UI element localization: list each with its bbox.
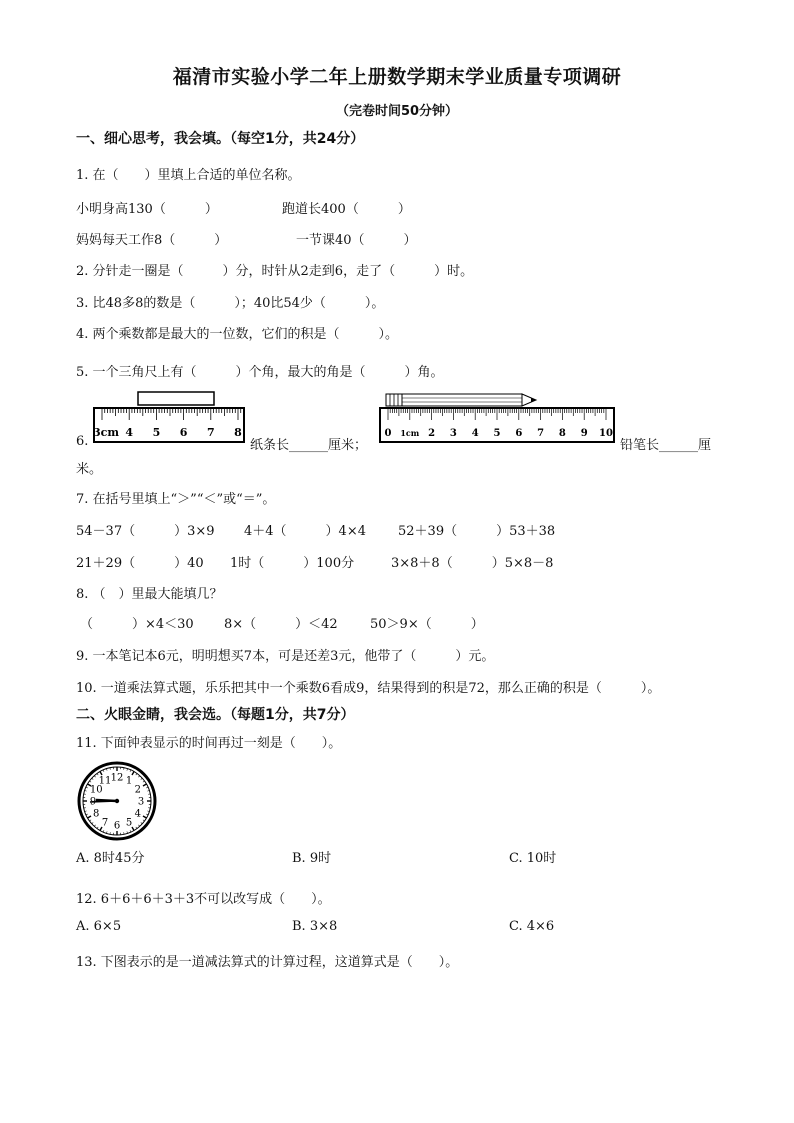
ruler-2-label: 0 <box>384 428 392 439</box>
question-11-option-c: C. 10时 <box>509 851 557 866</box>
question-6-tail: 米。 <box>76 462 103 477</box>
question-7-r2-a: 21＋29（ ）40 <box>76 556 204 571</box>
section-1-heading: 一、细心思考，我会填。（每空1分，共24分） <box>76 131 365 147</box>
clock-minute-hand <box>90 801 117 802</box>
paper-strip <box>138 392 214 405</box>
ruler-2-label: 7 <box>537 428 545 439</box>
clock-number: 8 <box>93 808 100 820</box>
clock-number: 7 <box>101 817 109 829</box>
ruler-2-label: 6 <box>515 428 523 439</box>
page-subtitle: （完卷时间50分钟） <box>335 104 459 119</box>
clock-number: 12 <box>110 772 124 784</box>
question-1: 1. 在（ ）里填上合适的单位名称。 <box>76 168 301 183</box>
question-7-r1-b: 4＋4（ ）4×4 <box>244 524 366 539</box>
ruler-2-label: 9 <box>580 428 588 439</box>
question-6-paper-blank: 纸条长______厘米； <box>250 438 368 453</box>
pencil-ruler-figure <box>378 386 618 446</box>
question-2: 2. 分针走一圈是（ ）分，时针从2走到6，走了（ ）时。 <box>76 264 474 279</box>
pencil <box>386 394 536 406</box>
clock-figure <box>76 760 158 842</box>
clock-number: 6 <box>113 820 121 832</box>
question-12: 12. 6＋6＋6＋3＋3不可以改写成（ ）。 <box>76 892 331 907</box>
section-2-heading: 二、火眼金睛，我会选。（每题1分，共7分） <box>76 707 355 723</box>
ruler-2-label: 2 <box>428 428 436 439</box>
clock-number: 5 <box>125 817 133 829</box>
question-4: 4. 两个乘数都是最大的一位数，它们的积是（ ）。 <box>76 327 399 342</box>
clock-number: 1 <box>125 775 133 787</box>
ruler-2-label: 3 <box>449 428 457 439</box>
ruler-1-label: 8 <box>234 426 242 439</box>
clock-number: 4 <box>134 808 141 820</box>
question-10: 10. 一道乘法算式题，乐乐把其中一个乘数6看成9，结果得到的积是72，那么正确的积是（ ）。 <box>76 681 661 696</box>
question-5: 5. 一个三角尺上有（ ）个角，最大的角是（ ）角。 <box>76 365 444 380</box>
ruler-2-label: 4 <box>471 428 479 439</box>
ruler-1-label: 6 <box>179 426 188 439</box>
question-11-option-b: B. 9时 <box>292 851 332 866</box>
clock-number: 10 <box>89 784 103 796</box>
question-7-r2-c: 3×8＋8（ ）5×8－8 <box>391 556 554 571</box>
clock-number: 2 <box>134 784 141 796</box>
question-11-option-a: A. 8时45分 <box>76 851 145 866</box>
ruler-1-label: 3cm <box>93 426 119 439</box>
question-7-r1-c: 52＋39（ ）53＋38 <box>398 524 556 539</box>
question-8-b: 8×（ ）＜42 <box>224 617 338 632</box>
question-7: 7. 在括号里填上“＞”“＜”或“＝”。 <box>76 492 276 507</box>
ruler-1-label: 7 <box>206 426 215 439</box>
ruler-2-label: 5 <box>493 428 501 439</box>
question-8: 8. （ ）里最大能填几？ <box>76 587 223 602</box>
clock-center <box>115 799 119 803</box>
clock-number: 11 <box>98 775 112 787</box>
question-3: 3. 比48多8的数是（ ）；40比54少（ ）。 <box>76 296 385 311</box>
paper-strip-ruler-figure <box>92 390 248 446</box>
question-1-item-d: 一节课40（ ） <box>296 233 417 248</box>
question-9: 9. 一本笔记本6元，明明想买7本，可是还差3元，他带了（ ）元。 <box>76 649 495 664</box>
question-11: 11. 下面钟表显示的时间再过一刻是（ ）。 <box>76 736 342 751</box>
question-12-option-b: B. 3×8 <box>292 919 338 934</box>
question-7-r1-a: 54－37（ ）3×9 <box>76 524 215 539</box>
page-title: 福清市实验小学二年上册数学期末学业质量专项调研 <box>172 66 622 88</box>
question-8-c: 50＞9×（ ） <box>370 617 484 632</box>
question-7-r2-b: 1时（ ）100分 <box>230 556 355 571</box>
question-6-pencil-blank: 铅笔长______厘 <box>620 438 712 453</box>
question-12-option-a: A. 6×5 <box>76 919 122 934</box>
question-13: 13. 下图表示的是一道减法算式的计算过程，这道算式是（ ）。 <box>76 955 459 970</box>
question-12-option-c: C. 4×6 <box>509 919 555 934</box>
ruler-2-label: 8 <box>558 428 566 439</box>
question-8-a: （ ）×4＜30 <box>80 617 194 632</box>
ruler-1-label: 5 <box>152 426 161 439</box>
ruler-2-label: 1cm <box>400 428 420 438</box>
question-6-number: 6. <box>76 434 89 449</box>
ruler-2-label: 10 <box>599 428 613 439</box>
ruler-1-label: 4 <box>125 426 134 439</box>
question-1-item-a: 小明身高130（ ） <box>76 202 218 217</box>
clock-number: 3 <box>137 796 145 808</box>
question-1-item-c: 妈妈每天工作8（ ） <box>76 233 228 248</box>
question-1-item-b: 跑道长400（ ） <box>282 202 411 217</box>
